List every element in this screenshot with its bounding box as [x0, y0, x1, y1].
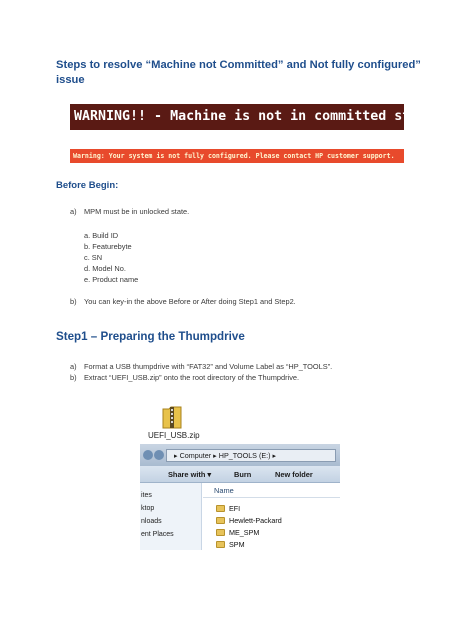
navigation-pane [140, 483, 202, 550]
address-path: ▸ Computer ▸ HP_TOOLS (E:) ▸ [174, 451, 277, 460]
nav-item-favorites[interactable]: ites [141, 492, 152, 499]
sub-list-item: a. Build ID [84, 231, 119, 240]
folder-icon [216, 529, 225, 536]
explorer-toolbar [140, 466, 340, 483]
list-marker: b) [70, 297, 77, 306]
file-name: EFI [229, 504, 241, 513]
list-marker: b) [70, 373, 77, 382]
nav-item-downloads[interactable]: nloads [141, 518, 162, 525]
nav-item-desktop[interactable]: ktop [141, 505, 155, 512]
page-title: Steps to resolve “Machine not Committed” and Not fully configured” issue [56, 59, 421, 86]
list-item: You can key-in the above Before or After doing Step1 and Step2. [84, 297, 296, 306]
name-column-header[interactable]: Name [214, 486, 234, 495]
list-marker: a) [70, 207, 77, 216]
sub-list-item: d. Model No. [84, 264, 126, 273]
explorer-screenshot [140, 444, 340, 550]
zip-folder-icon[interactable] [162, 405, 182, 429]
share-with-button[interactable]: Share with ▾ [168, 470, 212, 479]
file-name: ME_SPM [229, 528, 260, 537]
file-name: Hewlett-Packard [229, 516, 282, 525]
list-item: MPM must be in unlocked state. [84, 207, 190, 216]
sub-list-item: e. Product name [84, 275, 139, 284]
back-icon[interactable] [143, 450, 153, 460]
zip-file-label[interactable]: UEFI_USB.zip [148, 431, 200, 440]
sub-list-item: b. Featurebyte [84, 242, 132, 251]
header-divider [203, 497, 340, 498]
new-folder-button[interactable]: New folder [275, 470, 313, 479]
list-item: Format a USB thumpdrive with “FAT32” and Volume Label as “HP_TOOLS”. [84, 362, 333, 371]
sub-list-item: c. SN [84, 253, 103, 262]
folder-icon [216, 541, 225, 548]
forward-icon[interactable] [154, 450, 164, 460]
before-begin-heading: Before Begin: [56, 180, 119, 191]
nav-item-recent-places[interactable]: ent Places [141, 531, 174, 538]
folder-icon [216, 505, 225, 512]
address-bar [140, 444, 340, 466]
step1-heading: Step1 – Preparing the Thumpdrive [56, 330, 245, 343]
warning-line-image: Warning: Your system is not fully configured. Please contact HP customer support. [70, 149, 404, 163]
burn-button[interactable]: Burn [234, 470, 252, 479]
list-marker: a) [70, 362, 77, 371]
warning-banner-image: WARNING!! - Machine is not in committed state! [70, 104, 404, 130]
folder-icon [216, 517, 225, 524]
file-name: SPM [229, 540, 245, 549]
list-item: Extract “UEFI_USB.zip” onto the root directory of the Thumpdrive. [84, 373, 300, 382]
